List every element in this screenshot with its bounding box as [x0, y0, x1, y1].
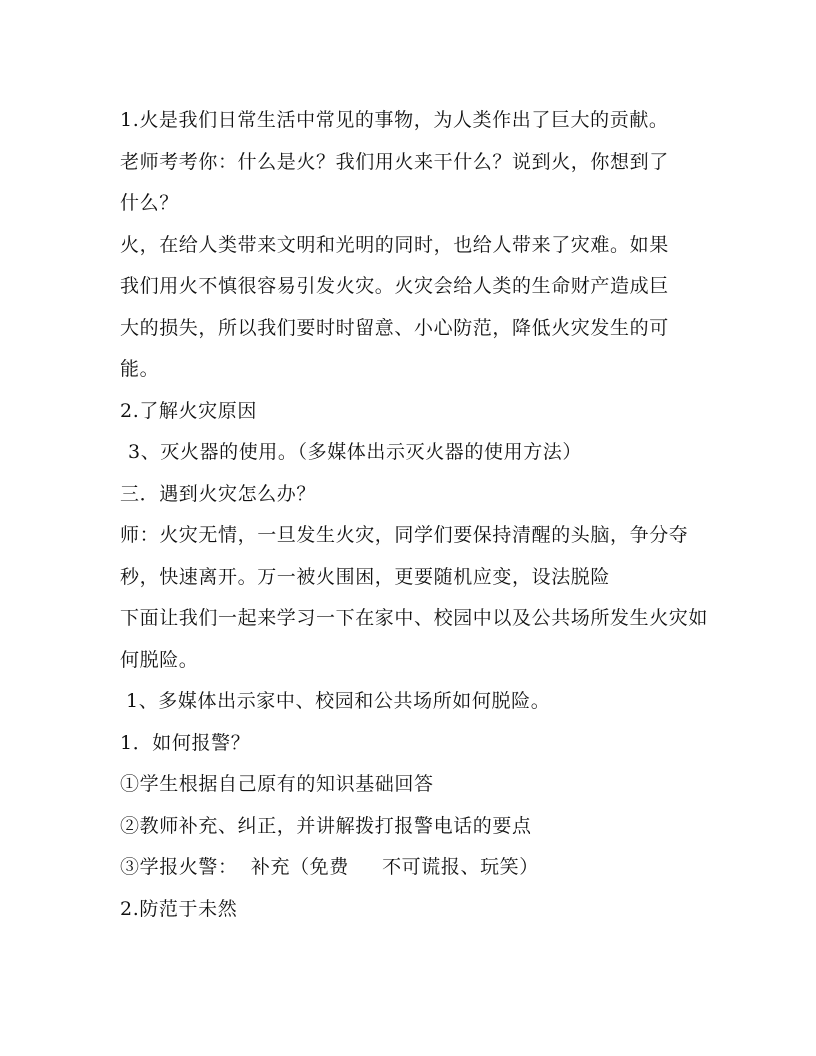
document-body: [120, 100, 709, 930]
paragraph-line-1: 1.火是我们日常生活中常见的事物，为人类作出了巨大的贡献。: [120, 109, 669, 131]
section-heading-fire-causes: 2.了解火灾原因: [120, 399, 257, 422]
section-heading-extinguisher: 3、灭火器的使用。（多媒体出示灭火器的使用方法）: [128, 441, 582, 463]
paragraph-line-7: 能。: [120, 358, 160, 380]
paragraph-line-14: 何脱险。: [120, 648, 199, 671]
list-item-step-2: ②教师补充、纠正，并讲解拨打报警电话的要点: [120, 814, 532, 837]
paragraph-line-6: 大的损失，所以我们要时时留意、小心防范，降低火灾发生的可: [120, 316, 669, 339]
list-item-step-3: ③学报火警： 补充（免费 不可谎报、玩笑）: [120, 856, 539, 878]
paragraph-line-11: 师：火灾无情，一旦发生火灾，同学们要保持清醒的头脑，争分夺: [120, 524, 689, 546]
section-heading-how-to-report: 1．如何报警？: [120, 731, 251, 754]
section-heading-prevention: 2.防范于未然: [120, 897, 238, 920]
paragraph-line-12: 秒，快速离开。万一被火围困，更要随机应变，设法脱险: [120, 565, 611, 588]
paragraph-line-4: 火，在给人类带来文明和光明的同时，也给人带来了灾难。如果: [120, 233, 669, 256]
paragraph-line-3: 什么？: [120, 192, 179, 214]
section-heading-what-to-do: 三．遇到火灾怎么办？: [120, 482, 317, 505]
paragraph-line-13: 下面让我们一起来学习一下在家中、校园中以及公共场所发生火灾如: [120, 607, 709, 629]
list-item-step-1: ①学生根据自己原有的知识基础回答: [120, 773, 434, 795]
list-item-multimedia: 1、多媒体出示家中、校园和公共场所如何脱险。: [126, 690, 551, 712]
paragraph-line-5: 我们用火不慎很容易引发火灾。火灾会给人类的生命财产造成巨: [120, 275, 669, 297]
paragraph-line-2: 老师考考你：什么是火？我们用火来干什么？说到火，你想到了: [120, 150, 669, 173]
